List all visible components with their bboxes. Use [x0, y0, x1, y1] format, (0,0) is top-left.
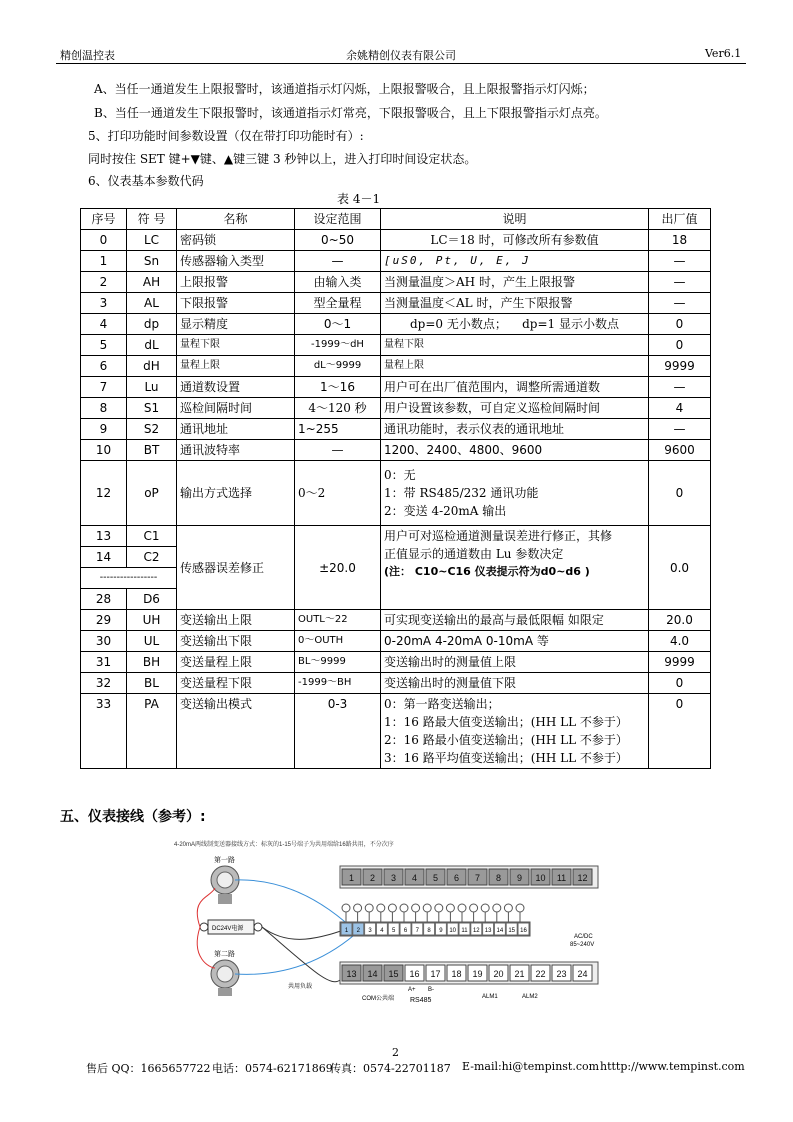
cell-no: 30: [81, 631, 127, 652]
cell-symbol: BL: [127, 673, 177, 694]
terminal-label: 13: [346, 969, 357, 979]
table-row: [81, 293, 711, 314]
table-row: [81, 610, 711, 631]
channel-connector: [481, 904, 489, 912]
desc-line: 正值显示的通道数由 Lu 参数决定: [384, 547, 564, 561]
small-terminal-label: 14: [496, 928, 504, 934]
cell-symbol: UH: [127, 610, 177, 631]
table-row: [81, 272, 711, 293]
cell-name: 上限报警: [177, 272, 295, 293]
cell-symbol: dH: [127, 356, 177, 377]
cell-range: -1999～dH: [295, 335, 381, 356]
terminal-label: 15: [388, 969, 399, 979]
terminal-label: 22: [535, 969, 546, 979]
alm1-label: ALM1: [482, 994, 498, 1000]
cell-no: 7: [81, 377, 127, 398]
cell-name: 传感器误差修正: [177, 526, 295, 610]
small-terminal-label: 2: [356, 928, 360, 934]
ac-range-label: 85~240V: [570, 942, 595, 948]
terminal-label: 17: [430, 969, 441, 979]
cell-range: 由输入类: [295, 272, 381, 293]
small-terminal-label: 8: [427, 928, 431, 934]
cell-symbol: oP: [127, 461, 177, 526]
cell-range: dL～9999: [295, 356, 381, 377]
cell-symbol: S2: [127, 419, 177, 440]
terminal-label: 10: [535, 873, 546, 883]
cell-range: 0～1: [295, 314, 381, 335]
small-terminal-label: 11: [461, 928, 468, 934]
channel-connector: [388, 904, 396, 912]
footer-fax: 传真：0574-22701187: [330, 1062, 451, 1075]
cell-no: 4: [81, 314, 127, 335]
small-terminal-label: 9: [439, 928, 443, 934]
cell-symbol: UL: [127, 631, 177, 652]
cell-desc: 用户可在出厂值范围内，调整所需通道数: [381, 377, 649, 398]
table-row: [81, 335, 711, 356]
cell-desc: 当测量温度＜AL 时，产生下限报警: [381, 293, 649, 314]
terminal-label: 1: [348, 873, 355, 883]
table-row: [81, 461, 711, 526]
channel-connector: [365, 904, 373, 912]
b-minus-label: B-: [428, 987, 434, 993]
cell-default: 20.0: [649, 610, 711, 631]
cell-name: 巡检间隔时间: [177, 398, 295, 419]
col-no: 序号: [81, 209, 127, 230]
table-row: [81, 398, 711, 419]
desc-line: 2：变送 4-20mA 输出: [384, 504, 507, 518]
cell-name: 变送量程上限: [177, 652, 295, 673]
cell-default: 18: [649, 230, 711, 251]
terminal-label: 18: [451, 969, 462, 979]
table-row: [81, 314, 711, 335]
cell-desc: 量程下限: [381, 335, 649, 356]
cell-no: 6: [81, 356, 127, 377]
col-name: 名称: [177, 209, 295, 230]
cell-default: —: [649, 293, 711, 314]
cell-no: 10: [81, 440, 127, 461]
col-default: 出厂值: [649, 209, 711, 230]
desc-line: 2：16 路最小值变送输出；(HH LL 不参于）: [384, 733, 628, 747]
alm2-label: ALM2: [522, 994, 538, 1000]
cell-name: 变送量程下限: [177, 673, 295, 694]
table-row: [81, 251, 711, 272]
terminal-label: 8: [495, 873, 502, 883]
cell-desc: 变送输出时的测量值上限: [381, 652, 649, 673]
channel-connector: [435, 904, 443, 912]
footer-website[interactable]: htttp://www.tempinst.com: [600, 1060, 745, 1073]
terminal-label: 20: [493, 969, 504, 979]
cell-desc: 0-20mA 4-20mA 0-10mA 等: [381, 631, 649, 652]
col-symbol: 符 号: [127, 209, 177, 230]
cell-symbol: Lu: [127, 377, 177, 398]
cell-desc: 可实现变送输出的最高与最低限幅 如限定: [381, 610, 649, 631]
channel-connector: [412, 904, 420, 912]
small-terminal-label: 15: [508, 928, 516, 934]
channel-connector: [354, 904, 362, 912]
channel-connector: [423, 904, 431, 912]
table-row: [81, 230, 711, 251]
cell-name: 输出方式选择: [177, 461, 295, 526]
cell-name: 通讯波特率: [177, 440, 295, 461]
terminal-label: 7: [474, 873, 481, 883]
cell-name: 密码锁: [177, 230, 295, 251]
table-row: [81, 440, 711, 461]
cell-ellipsis: -----------------: [81, 568, 177, 589]
table-row: [81, 673, 711, 694]
cell-no: 8: [81, 398, 127, 419]
small-terminal-label: 16: [520, 928, 527, 934]
cell-range: 0~50: [295, 230, 381, 251]
power-supply-icon: [200, 920, 262, 934]
cell-name: 通讯地址: [177, 419, 295, 440]
channel-connector: [377, 904, 385, 912]
cell-desc: 当测量温度＞AH 时，产生上限报警: [381, 272, 649, 293]
channel-connector: [342, 904, 350, 912]
channel-connector: [504, 904, 512, 912]
channel-connector: [400, 904, 408, 912]
cell-range: OUTL～22: [295, 610, 381, 631]
table-row: [81, 526, 711, 547]
cell-default: 9999: [649, 356, 711, 377]
cell-no: 0: [81, 230, 127, 251]
cell-no: 12: [81, 461, 127, 526]
table-row: [81, 631, 711, 652]
terminal-label: 6: [453, 873, 460, 883]
cell-range: 型全量程: [295, 293, 381, 314]
diagram-caption: 4-20mA两线制变送器接线方式：标灰的1-15号端子为共用端给16路共用，不分次序: [174, 842, 394, 848]
cell-symbol: BT: [127, 440, 177, 461]
cell-name: 量程上限: [177, 356, 295, 377]
col-desc: 说明: [381, 209, 649, 230]
cell-name: 下限报警: [177, 293, 295, 314]
cell-range: 0～2: [295, 461, 381, 526]
para-a: A、当任一通道发生上限报警时，该通道指示灯闪烁，上限报警吸合，且上限报警指示灯闪烁；: [94, 82, 595, 96]
table-row: [81, 694, 711, 769]
cell-name: 通道数设置: [177, 377, 295, 398]
cell-no: 9: [81, 419, 127, 440]
cell-no: 33: [81, 694, 127, 769]
cell-desc-segment-codes: [uS0, Pt, U, E, J: [381, 251, 649, 272]
terminal-label: 12: [577, 873, 588, 883]
cell-default: —: [649, 272, 711, 293]
channel-connector: [470, 904, 478, 912]
cell-default: 0: [649, 314, 711, 335]
cell-no: 13: [81, 526, 127, 547]
terminal-label: 9: [516, 873, 523, 883]
terminal-label: 24: [577, 969, 588, 979]
parameter-table: [80, 208, 711, 769]
cell-desc: 变送输出时的测量值下限: [381, 673, 649, 694]
header-left: 精创温控表: [60, 49, 115, 62]
cell-default: —: [649, 377, 711, 398]
channel-connector: [446, 904, 454, 912]
cell-default: 0.0: [649, 526, 711, 610]
cell-default: 9600: [649, 440, 711, 461]
cell-default: 0: [649, 335, 711, 356]
para-6: 6、仪表基本参数代码: [88, 174, 204, 188]
cell-default: —: [649, 251, 711, 272]
cell-name: 变送输出模式: [177, 694, 295, 769]
sensor-1-icon: [211, 855, 239, 904]
table-row: [81, 356, 711, 377]
small-terminal-label: 4: [380, 928, 384, 934]
cell-no: 31: [81, 652, 127, 673]
para-5: 5、打印功能时间参数设置（仅在带打印功能时有）:: [88, 129, 364, 143]
cell-range: BL～9999: [295, 652, 381, 673]
cell-range: 0-3: [295, 694, 381, 769]
cell-symbol: dL: [127, 335, 177, 356]
cell-name: 量程下限: [177, 335, 295, 356]
small-terminal-label: 6: [403, 928, 408, 934]
sensor-1-label: 第一路: [214, 857, 235, 864]
terminal-label: 3: [390, 873, 397, 883]
header-divider: [56, 63, 746, 64]
cell-range: 1~255: [295, 419, 381, 440]
terminal-label: 11: [556, 873, 567, 883]
cell-range: -1999～BH: [295, 673, 381, 694]
terminal-label: 2: [369, 873, 376, 883]
cell-default: 0: [649, 673, 711, 694]
cell-default: —: [649, 419, 711, 440]
table-row: [81, 419, 711, 440]
cell-desc: 通讯功能时，表示仪表的通讯地址: [381, 419, 649, 440]
cell-default: 9999: [649, 652, 711, 673]
cell-default: 0: [649, 461, 711, 526]
page-number: 2: [392, 1046, 399, 1059]
cell-symbol: C2: [127, 547, 177, 568]
cell-range: —: [295, 440, 381, 461]
small-terminal-label: 12: [472, 928, 480, 934]
cell-symbol: PA: [127, 694, 177, 769]
channel-connector: [458, 904, 466, 912]
cell-desc: 量程上限: [381, 356, 649, 377]
col-range: 设定范围: [295, 209, 381, 230]
cell-no: 28: [81, 589, 127, 610]
cell-range: 0～OUTH: [295, 631, 381, 652]
cell-range: 1～16: [295, 377, 381, 398]
small-terminal-label: 13: [484, 928, 492, 934]
common-load-label: 共用负载: [288, 984, 313, 990]
cell-desc: dp=0 无小数点； dp=1 显示小数点: [381, 314, 649, 335]
small-terminal-label: 7: [415, 928, 419, 934]
para-b: B、当任一通道发生下限报警时，该通道指示灯常亮，下限报警吸合，且上下限报警指示灯点亮。: [94, 106, 607, 120]
cell-default: 0: [649, 694, 711, 769]
cell-desc-multiline: [381, 526, 649, 610]
small-terminal-label: 10: [449, 928, 457, 934]
table-caption: 表 4－1: [337, 192, 381, 206]
cell-symbol: BH: [127, 652, 177, 673]
terminal-label: 5: [432, 873, 439, 883]
table-row: [81, 377, 711, 398]
footer-qq: 售后 QQ：1665657722: [86, 1062, 211, 1075]
sensor-2-icon: [211, 949, 239, 996]
cell-no: 32: [81, 673, 127, 694]
ac-label: AC/DC: [574, 934, 593, 940]
terminal-label: 14: [367, 969, 378, 979]
desc-line: 3：16 路平均值变送输出；(HH LL 不参于）: [384, 751, 628, 765]
channel-connector: [493, 904, 501, 912]
cell-symbol: AH: [127, 272, 177, 293]
table-header-row: [81, 209, 711, 230]
table-row: [81, 652, 711, 673]
cell-symbol: dp: [127, 314, 177, 335]
cell-name: 变送输出上限: [177, 610, 295, 631]
sensor-2-label: 第二路: [214, 951, 235, 958]
cell-range: 4～120 秒: [295, 398, 381, 419]
cell-symbol: C1: [127, 526, 177, 547]
com-label: COM公共端: [362, 996, 394, 1002]
cell-desc: 用户设置该参数，可自定义巡检间隔时间: [381, 398, 649, 419]
wiring-diagram: [170, 838, 600, 1010]
cell-name: 传感器输入类型: [177, 251, 295, 272]
cell-no: 14: [81, 547, 127, 568]
cell-desc: LC＝18 时，可修改所有参数值: [381, 230, 649, 251]
small-terminals: [341, 923, 529, 935]
header-right: Ver6.1: [705, 47, 742, 60]
terminal-label: 4: [411, 873, 418, 883]
cell-default: 4: [649, 398, 711, 419]
small-terminal-label: 1: [344, 928, 349, 934]
small-terminal-label: 5: [392, 928, 396, 934]
cell-no: 29: [81, 610, 127, 631]
cell-symbol: S1: [127, 398, 177, 419]
desc-line: (注： C10~C16 仪表提示符为d0~d6 ): [384, 565, 590, 578]
terminal-label: 19: [472, 969, 483, 979]
cell-symbol: AL: [127, 293, 177, 314]
small-terminal-label: 3: [368, 928, 372, 934]
cell-range: —: [295, 251, 381, 272]
desc-line: 用户可对巡检通道测量误差进行修正，其修: [384, 529, 613, 543]
cell-desc-multiline: [381, 694, 649, 769]
footer-tel: 电话：0574-62171869: [212, 1062, 333, 1075]
header-center: 余姚精创仪表有限公司: [346, 49, 456, 62]
cell-no: 1: [81, 251, 127, 272]
section-title-wiring: 五、仪表接线（参考）:: [60, 809, 206, 825]
desc-line: 1：带 RS485/232 通讯功能: [384, 486, 539, 500]
terminal-label: 21: [514, 969, 525, 979]
channel-connector: [516, 904, 524, 912]
desc-line: 0：无: [384, 468, 416, 482]
cell-no: 2: [81, 272, 127, 293]
footer-email[interactable]: E-mail:hi@tempinst.com: [462, 1060, 600, 1073]
terminal-label: 23: [556, 969, 567, 979]
para-5-detail: 同时按住 SET 键+▼键、▲键三键 3 秒钟以上，进入打印时间设定状态。: [88, 152, 477, 166]
cell-symbol: LC: [127, 230, 177, 251]
rs485-label: RS485: [410, 997, 432, 1004]
cell-no: 3: [81, 293, 127, 314]
cell-name: 变送输出下限: [177, 631, 295, 652]
terminal-label: 16: [409, 969, 420, 979]
cell-desc-multiline: [381, 461, 649, 526]
cell-default: 4.0: [649, 631, 711, 652]
cell-range: ±20.0: [295, 526, 381, 610]
a-plus-label: A+: [408, 987, 416, 993]
cell-no: 5: [81, 335, 127, 356]
cell-name: 显示精度: [177, 314, 295, 335]
cell-symbol: Sn: [127, 251, 177, 272]
cell-desc: 1200、2400、4800、9600: [381, 440, 649, 461]
cell-symbol: D6: [127, 589, 177, 610]
power-label: DC24V电源: [212, 926, 244, 932]
channel-connectors: [342, 904, 524, 922]
desc-line: 1：16 路最大值变送输出；(HH LL 不参于）: [384, 715, 628, 729]
desc-line: 0：第一路变送输出；: [384, 697, 500, 711]
